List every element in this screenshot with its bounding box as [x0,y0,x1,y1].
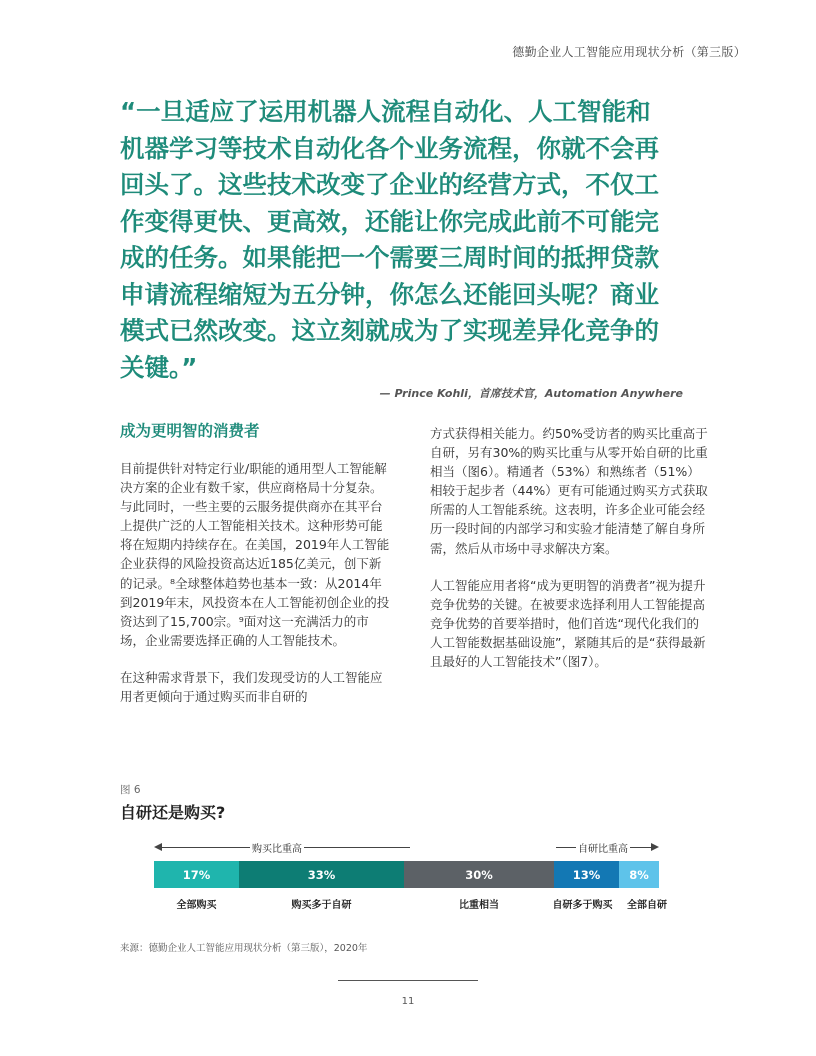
right-column [430,424,710,689]
bar-value-label: 17% [182,867,211,882]
quote-line: 申请流程缩短为五分钟，你怎么还能回头呢？商业 [120,279,659,309]
figure-label: 图 6 [120,784,141,796]
body-paragraph: 在这种需求背景下，我们发现受访的人工智能应用者更倾向于通过购买而非自研的 [120,669,383,705]
source-note: 来源：德勤企业人工智能应用现状分析（第三版），2020年 [120,943,368,954]
bar-segment [154,861,239,888]
buy-arrow-label: 购买比重高 [250,840,304,855]
category-label: 全部购买 [176,900,217,911]
build-arrow-label: 自研比重高 [576,840,630,855]
stacked-bar [154,861,659,888]
bar-segment [404,861,554,888]
section-heading: 成为更明智的消费者 [120,422,260,440]
category-label: 自研多于购买 [552,900,613,911]
figure-title: 自研还是购买? [120,803,226,822]
body-paragraph: 方式获得相关能力。约50%受访者的购买比重高于自研，另有30%的购买比重与从零开始自研的比重相当（图6）。精通者（53%）和熟练者（51%）相较于起步者（44%）更有可能通过购买方式获取所需的人工智能系统。这表明，许多企业可能会经历一段时间的内部学习和实验才能清楚了解自身所需，然后从市场中寻求解决方案。 [430,426,708,556]
quote-line: 模式已然改变。这立刻就成为了实现差异化竞争的 [120,316,659,345]
bar-segment [239,861,404,888]
category-label: 全部自研 [627,900,667,911]
quote-line: “一旦适应了运用机器人流程自动化、人工智能和 [120,97,651,126]
body-paragraph: 目前提供针对特定行业/职能的通用型人工智能解决方案的企业有数千家，供应商格局十分复杂。与此同时，一些主要的云服务提供商亦在其平台上提供广泛的人工智能相关技术。这种形势可能将在短期内持续存在。在美国，2019年人工智能企业获得的风险投资高达近185亿美元，创下新的记录。⁸全球整体趋势也基本一致：从2014年到2019年末，风投资本在人工智能初创企业的投资达到了15,700宗。⁹面对这一充满活力的市场，企业需要选择正确的人工智能技术。 [120,461,390,648]
quote-line: 回头了。这些技术改变了企业的经营方式，不仅工 [120,170,659,199]
page-number: 11 [401,996,415,1007]
bar-segment [554,861,619,888]
bar-value-label: 8% [629,867,649,882]
quote-line: 作变得更快、更高效，还能让你完成此前不可能完 [120,206,659,236]
bar-value-label: 30% [465,867,493,882]
footer-divider [338,980,478,981]
buy-arrow [154,838,410,856]
bar-value-label: 33% [307,867,336,882]
quote-line: 关键。” [120,352,198,382]
category-label: 比重相当 [459,900,499,911]
build-arrow [556,838,659,856]
body-paragraph: 人工智能应用者将“成为更明智的消费者”视为提升竞争优势的关键。在被要求选择利用人工智能提高竞争优势的首要举措时，他们首选“现代化我们的人工智能数据基础设施”，紧随其后的是“获得最新且最好的人工智能技术”（图7）。 [430,577,706,670]
pull-quote [120,94,720,386]
running-header: 德勤企业人工智能应用现状分析（第三版） [512,45,746,59]
left-column [120,420,392,724]
bar-segment [619,861,659,888]
quote-attribution: — Prince Kohli，首席技术官，Automation Anywhere [379,387,683,400]
arrow-right-icon [651,843,659,851]
category-label: 购买多于自研 [291,900,352,911]
quote-line: 机器学习等技术自动化各个业务流程，你就不会再 [120,133,659,163]
bar-value-label: 13% [572,867,601,882]
quote-line: 成的任务。如果能把一个需要三周时间的抵押贷款 [120,243,659,272]
